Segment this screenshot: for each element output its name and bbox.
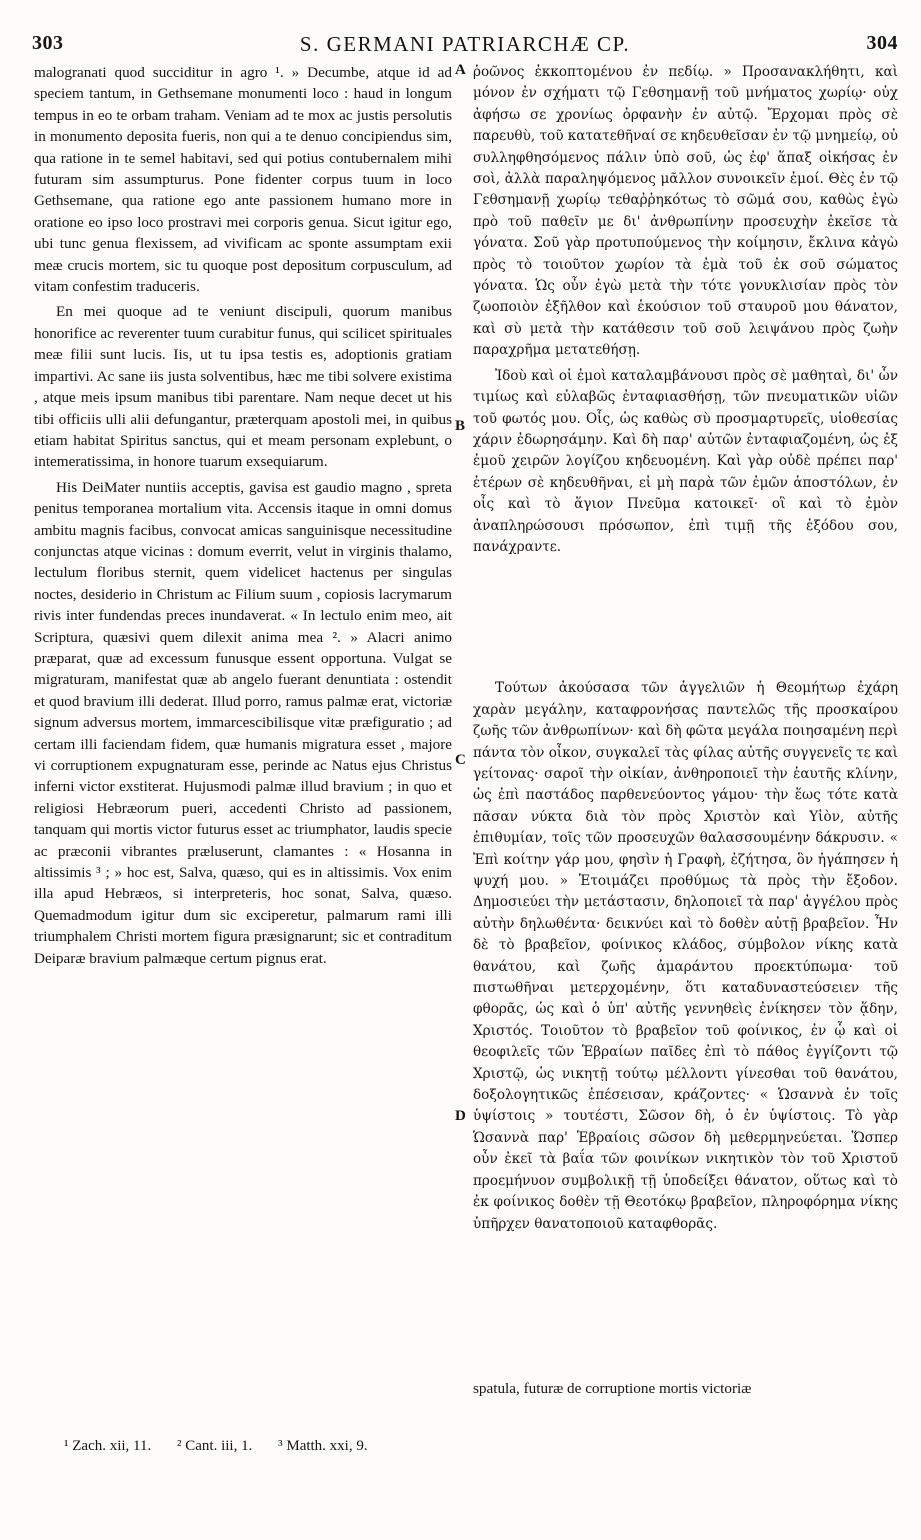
footnote: ¹ Zach. xii, 11. <box>64 1438 152 1454</box>
section-marker-a: A <box>455 62 466 78</box>
latin-paragraph: malogranati quod succiditur in agro ¹. » Decumbe, atque id ad speciem tantum, in Gethsemane monumenti loco : haud in longum tempus in eo te orbam traham. Veniam ad te mox ac justis persolutis in monumento deposita fueris, non qui a te denuo concipiendus sim, qua ratione in te semel habitavi, sed qui potius contubernalem mihi futuram sim assumpturus. Pone fidenter corpus tuum in loco Gethsemane, qua ratione ego ante passionem humano more in oratione eo ipso loco prostravi mei corporis genua. Sicut igitur ego, ubi tunc genua flexissem, ad vivificam ac sponte assumptam exii meæ crucis mortem, sic tu quoque post depositum corpusculum, ad vitam confestim traduceris. <box>34 64 452 296</box>
running-title: S. GERMANI PATRIARCHÆ CP. <box>299 32 631 56</box>
greek-paragraph: Τούτων ἀκούσασα τῶν ἀγγελιῶν ἡ Θεομήτωρ ἐχάρη χαρὰν μεγάλην, καταφρονήσας παντελῶς τῆς προσκαίρου ζωῆς τῶν ἀνθρωπίνων· καὶ δὴ φῶτα μεγάλα ποιησαμένη περὶ πάντα τὸν οἶκον, συγκαλεῖ τὰς φίλας αὐτῆς συγγενεῖς τε καὶ γείτονας· σαροῖ τὴν οἰκίαν, ἀνθηροποιεῖ τὴν ἑαυτῆς κλίνην, ὡς ἐπὶ παστάδος παρθενεύοντος γάμου· τὴν ἕως τότε κατὰ πᾶσαν νύκτα διὰ τὸν πρὸς Χριστὸν καὶ Υἱὸν, αὐτῆς ἐπιθυμίαν, τοῖς τῶν προσευχῶν θαλασσουμένην δάκρυσιν. « Ἐπὶ κοίτην γάρ μου, φησὶν ἡ Γραφὴ, ἐζήτησα, ὃν ἠγάπησεν ἡ ψυχή μου. » Ἑτοιμάζει προθύμως τὰ πρὸς τὴν ἔξοδον. Δημοσιεύει τὴν μετάστασιν, δηλοποιεῖ τὰ παρ' ἀγγέλου πρὸς αὐτὴν δηλωθέντα· δεικνύει καὶ τὸ δοθὲν αὐτῇ βραβεῖον. Ἦν δὲ τὸ βραβεῖον, φοίνικος κλάδος, σύμβολον νίκης κατὰ θανάτου, καὶ ζωῆς ἀμαράντου προεκτύπωμα· τοῦ πιστωθῆναι μετερχομένην, ὅτι καταδυναστεύσειεν τῆς φθορᾶς, ὡς καὶ ὁ ὑπ' αὐτῆς γεννηθεὶς ἐνίκησεν τὸν ᾅδην, Χριστός. Τοιοῦτον τὸ βραβεῖον τοῦ φοίνικος, ἐν ᾧ καὶ οἱ θεοφιλεῖς τῶν Ἑβραίων παῖδες ἐπὶ τὸ πάθος ἐγγίζοντι τῷ Χριστῷ, ὡς νικητῇ τούτῳ μέλλοντι γίνεσθαι τοῦ θανάτου, δοξολογητικῶς ἐπέσεισαν, κράζοντες· « Ὡσαννὰ ἐν τοῖς ὑψίστοις » τουτέστι, Σῶσον δὴ, ὁ ἐν ὑψίστοις. Τὸ γὰρ Ὡσαννὰ παρ' Ἑβραίοις σῶσον δὴ μεθερμηνεύεται. Ὥσπερ οὖν ἐκεῖ τὰ βαΐα τῶν φοινίκων νικητικὸν τὸν τοῦ Χριστοῦ προεμήνυον συμβολικῇ τῇ ὑποδείξει θάνατον, οὕτως καὶ τὸ ἐκ φοίνικος δοθὲν τῇ Θεοτόκῳ βραβεῖον, πληροφόρημα νίκης ὑπῆρχεν θανατοποιοῦ καταφθορᾶς. <box>473 680 898 1232</box>
footnotes <box>64 1438 864 1455</box>
greek-column <box>473 62 898 1235</box>
page-number-left: 303 <box>32 32 64 54</box>
greek-paragraph: Ἰδοὺ καὶ οἱ ἐμοὶ καταλαμβάνουσι πρὸς σὲ μαθηταὶ, δι' ὧν τιμίως καὶ εὐλαβῶς ἐνταφιασθήσῃ, τῶν πνευματικῶν υἱῶν τοῦ φωτός μου. Οἷς, ὡς καθὼς σὺ προσμαρτυρεῖς, υἱοθεσίας χάριν ἐδωρησάμην. Καὶ δὴ παρ' αὐτῶν ἐνταφιαζομένη, ὡς ἐξ ἐμοῦ χειρῶν λογίζου κηδευομένη. Καὶ γὰρ οὐδὲ πρέπει παρ' ἑτέρων σὲ κηδευθῆναι, εἰ μὴ παρὰ τῶν ἐμῶν ἀποστόλων, ἐν οἷς καὶ τὸ ἅγιον Πνεῦμα κατοικεῖ· οἳ καὶ τὸ ἐμὸν ἀναπληρώσουσι πρόσωπον, ἐπὶ τιμῇ τῆς ἐξόδου σου, πανάχραντε. <box>473 367 898 555</box>
latin-continuation: spatula, futuræ de corruptione mortis victoriæ <box>473 1380 752 1397</box>
latin-paragraph: En mei quoque ad te veniunt discipuli, quorum manibus honorifice ac reverenter tuum curabitur funus, qui scilicet spirituales meæ filii sunt lucis. Iis, ut tu ipsa testis es, adoptionis gratiam impartivi. Ac sane iis justa solventibus, hæc me tibi solvere existima , atque meis ipsum manibus tibi parentare. Nam neque decet ut his tibi officiis ulli alii defungantur, præterquam apostoli mei, in quibus etiam habitat Spiritus sanctus, qui et meam personam explebunt, o intemeratissima, in honore tuarum exsequiarum. <box>34 303 452 471</box>
footnote: ² Cant. iii, 1. <box>177 1438 253 1454</box>
greek-paragraph: ῥοῶνος ἐκκοπτομένου ἐν πεδίῳ. » Προσανακλήθητι, καὶ μόνον ἐν σχήματι τῷ Γεθσημανῇ τοῦ μνήματος χωρίῳ· οὐχ ἀφήσω σε χρονίως ὀρφανὴν ἐν αὐτῷ. Ἔρχομαι πρὸς σὲ παρευθὺ, τοῦ κατατεθῆναί σε κηδευθεῖσαν ἐν τῷ μνημείῳ, οὐ συλληφθησόμενος πάλιν ὑπὸ σοῦ, ὡς ἐφ' ἅπαξ οἰκήσας ἐν σοὶ, ἀλλὰ παραληψόμενος μᾶλλον συνοικεῖν ἐμοί. Θὲς ἐν τῷ Γεθσημανῇ χωρίῳ τεθαῤῥηκότως τὸ σῶμά σου, καθὼς ἐγὼ πρὸ τοῦ παθεῖν με δι' ἀνθρωπίνην προσευχὴν ἐκεῖσε τὰ γόνατα. Σοῦ γὰρ προτυπούμενος τὴν κοίμησιν, ἔκλινα κἀγὼ πρὸς τὸ τοιοῦτον χωρίον τὰ ἐμὰ τοῦ ἐκ σοῦ σώματος γόνατα. Ὡς οὖν ἐγὼ μετὰ τὴν τότε γονυκλισίαν πρὸς τὸν ζωοποιὸν ἐξῆλθον καὶ ἑκούσιον τοῦ σταυροῦ μου θάνατον, καὶ σὺ μετὰ τὴν κατάθεσιν τοῦ σοῦ λειψάνου πρὸς ζωὴν παραχρῆμα μετατεθήσῃ. <box>473 64 898 359</box>
section-marker-c: C <box>455 752 466 768</box>
page-number-right: 304 <box>866 32 898 54</box>
latin-column <box>34 62 452 969</box>
footnote: ³ Matth. xxi, 9. <box>278 1438 368 1454</box>
running-header <box>32 32 898 62</box>
latin-paragraph: His DeiMater nuntiis acceptis, gavisa est gaudio magno , spreta penitus temporanea mortalium vita. Accensis itaque in omni domus ambitu magnis facibus, convocat amicas sanguinisque necessitudine conjunctas atque vicinas : domum everrit, velut in virginis thalamo, lectulum floribus sternit, quem videlicet hactenus per singulas noctes, desiderio in Christum ac Filium suum , copiosis lacrymarum rivis inter fundendas preces inundaverat. « In lectulo enim meo, ait Scriptura, quæsivi quem dilexit anima mea ². » Alacri animo præparat, quæ ad excessum funusque essent opportuna. Vulgat se migraturam, manifestat quæ ab angelo fuerant denuntiata : ostendit et quod bravium illi dederat. Illud porro, ramus palmæ erat, victoriæ signum adversus mortem, immarcescibilisque vitæ præfiguratio ; ad certam illi faciendam fidem, quæ humanis migratura esset , majore vi corruptionem expugnaturam esse, perinde ac Natus ejus Christus inferni victor exstiterat. Hujusmodi palmæ illud bravium ; in quo et religiosi Hebræorum pueri, accedenti Christo ad passionem, tanquam qui mortis victor futurus esset ac triumphator, laudis specie ac præconii vibrantes præluserunt, clamantes : « Hosanna in altissimis ³ ; » hoc est, Salva, quæso, qui es in altissimis. Vox enim illa apud Hebræos, si interpreteris, hoc sonat, Salva, quæso. Quemadmodum igitur dum sic exciperetur, palmarum rami illi triumphalem Christi mortem figura præsignarunt; sic et contraditum Deiparæ bravium palmæque certum pignus erat. <box>34 478 452 967</box>
section-marker-b: B <box>455 418 466 434</box>
section-marker-d: D <box>455 1108 466 1124</box>
